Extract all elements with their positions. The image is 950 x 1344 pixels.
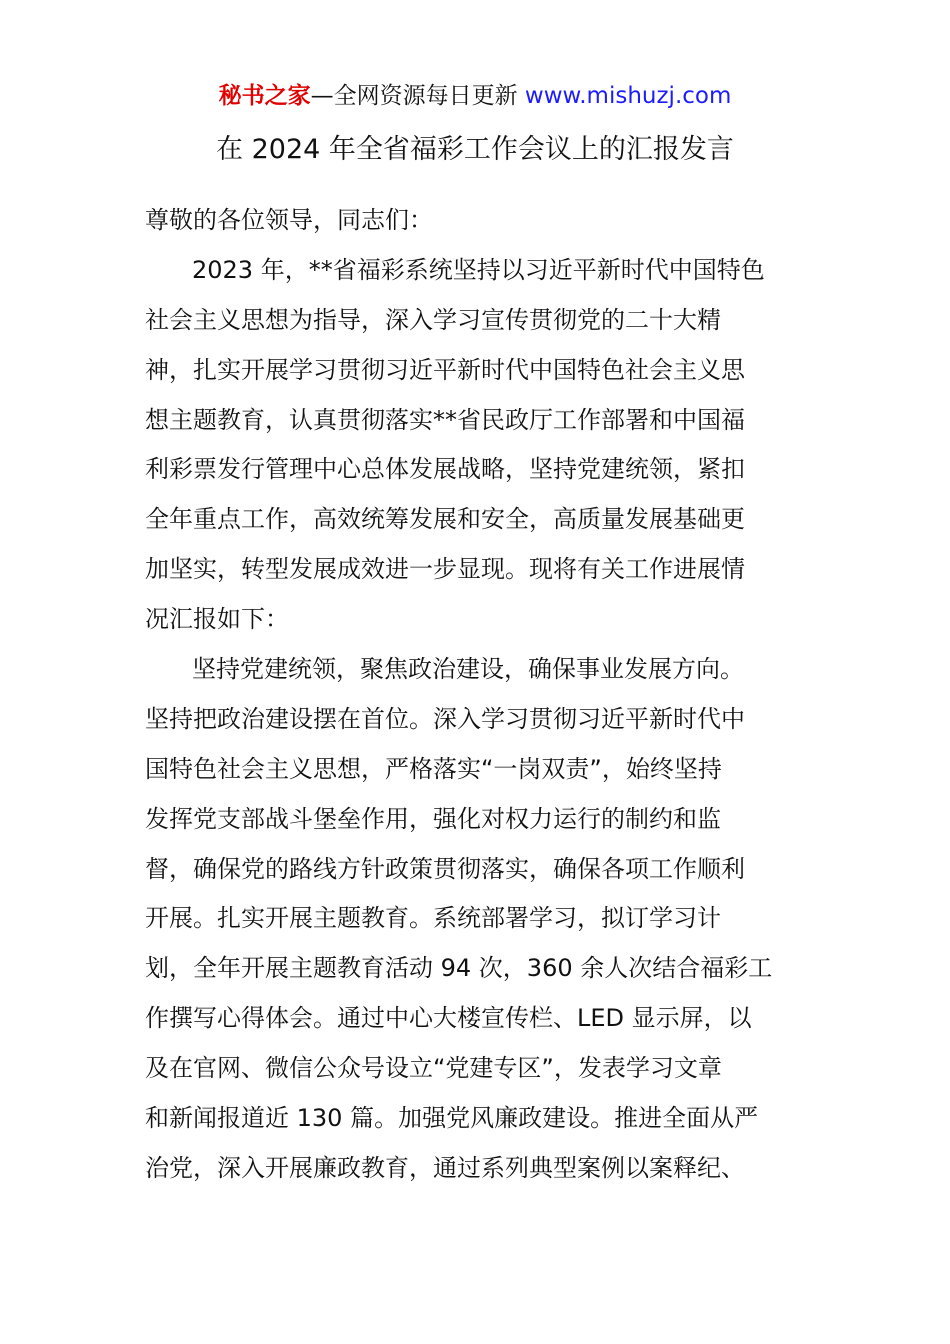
paragraph-line: 2023 年，**省福彩系统坚持以习近平新时代中国特色 (192, 255, 765, 284)
paragraph-line: 及在官网、微信公众号设立“党建专区”，发表学习文章 (145, 1054, 722, 1083)
paragraph-line: 督，确保党的路线方针政策贯彻落实，确保各项工作顺利 (145, 854, 745, 883)
site-header (0, 80, 950, 112)
paragraph-line: 况汇报如下： (145, 605, 289, 634)
salutation-line: 尊敬的各位领导，同志们： (145, 206, 433, 234)
paragraph-line: 社会主义思想为指导，深入学习宣传贯彻党的二十大精 (145, 305, 721, 334)
paragraph-line: 加坚实，转型发展成效进一步显现。现将有关工作进展情 (145, 555, 745, 584)
paragraph-line: 利彩票发行管理中心总体发展战略，坚持党建统领，紧扣 (145, 455, 745, 484)
paragraph-line: 治党，深入开展廉政教育，通过系列典型案例以案释纪、 (145, 1153, 745, 1182)
paragraph-line: 开展。扎实开展主题教育。系统部署学习，拟订学习计 (145, 904, 721, 933)
document-title: 在 2024 年全省福彩工作会议上的汇报发言 (216, 134, 734, 165)
paragraph-line: 发挥党支部战斗堡垒作用，强化对权力运行的制约和监 (145, 804, 721, 833)
brand-name: 秘书之家 (218, 83, 311, 109)
paragraph-line: 国特色社会主义思想，严格落实“一岗双责”，始终坚持 (145, 754, 722, 783)
document-body (145, 196, 815, 1194)
paragraph-line: 作撰写心得体会。通过中心大楼宣传栏、LED 显示屏，以 (145, 1004, 752, 1033)
paragraph-line: 全年重点工作，高效统筹发展和安全，高质量发展基础更 (145, 505, 745, 534)
paragraph-line: 和新闻报道近 130 篇。加强党风廉政建设。推进全面从严 (145, 1104, 759, 1133)
paragraph-line: 坚持把政治建设摆在首位。深入学习贯彻习近平新时代中 (145, 704, 745, 733)
section-heading-line: 坚持党建统领，聚焦政治建设，确保事业发展方向。 (192, 655, 744, 684)
site-tagline: —全网资源每日更新 (310, 83, 518, 109)
paragraph-line: 神，扎实开展学习贯彻习近平新时代中国特色社会主义思 (145, 355, 745, 384)
paragraph-line: 划，全年开展主题教育活动 94 次，360 余人次结合福彩工 (145, 954, 773, 983)
paragraph-line: 想主题教育，认真贯彻落实**省民政厅工作部署和中国福 (145, 405, 745, 434)
site-url-link[interactable]: www.mishuzj.com (524, 83, 732, 109)
